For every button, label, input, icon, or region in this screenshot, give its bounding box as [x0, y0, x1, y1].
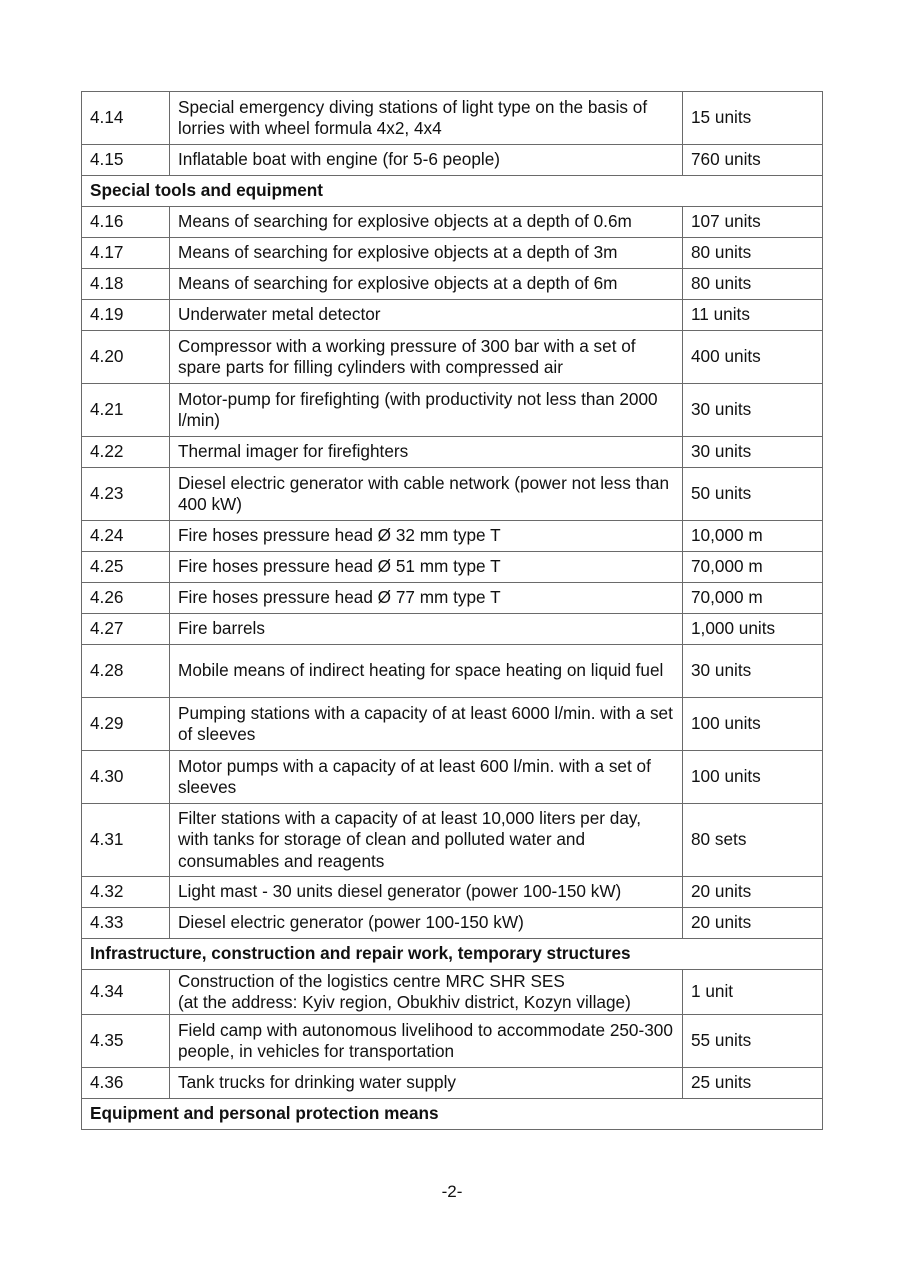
table-row — [82, 269, 823, 300]
item-number: 4.25 — [82, 552, 170, 583]
item-quantity: 400 units — [683, 331, 823, 384]
table-row — [82, 877, 823, 908]
table-row — [82, 583, 823, 614]
item-quantity: 80 sets — [683, 804, 823, 877]
item-quantity: 15 units — [683, 92, 823, 145]
table-row — [82, 300, 823, 331]
item-quantity: 20 units — [683, 877, 823, 908]
table-row — [82, 552, 823, 583]
item-quantity: 107 units — [683, 207, 823, 238]
item-number: 4.30 — [82, 751, 170, 804]
item-number: 4.23 — [82, 468, 170, 521]
item-quantity: 55 units — [683, 1015, 823, 1068]
item-number: 4.35 — [82, 1015, 170, 1068]
item-number: 4.22 — [82, 437, 170, 468]
item-number: 4.17 — [82, 238, 170, 269]
table-row — [82, 145, 823, 176]
table-row — [82, 331, 823, 384]
item-quantity: 11 units — [683, 300, 823, 331]
item-number: 4.15 — [82, 145, 170, 176]
item-description: Special emergency diving stations of light type on the basis of lorries with wheel formula 4x2, 4x4 — [170, 92, 683, 145]
section-header-row — [82, 176, 823, 207]
equipment-table — [81, 91, 823, 1130]
item-number: 4.14 — [82, 92, 170, 145]
item-description: Diesel electric generator (power 100-150 kW) — [170, 908, 683, 939]
item-description: Thermal imager for firefighters — [170, 437, 683, 468]
item-quantity: 25 units — [683, 1068, 823, 1099]
section-title: Equipment and personal protection means — [82, 1099, 823, 1130]
table-row — [82, 908, 823, 939]
item-description: Pumping stations with a capacity of at least 6000 l/min. with a set of sleeves — [170, 698, 683, 751]
item-number: 4.21 — [82, 384, 170, 437]
item-number: 4.26 — [82, 583, 170, 614]
table-row — [82, 437, 823, 468]
table-row — [82, 804, 823, 877]
item-number: 4.29 — [82, 698, 170, 751]
item-number: 4.36 — [82, 1068, 170, 1099]
section-title: Infrastructure, construction and repair work, temporary structures — [82, 939, 823, 970]
item-description: Motor pumps with a capacity of at least 600 l/min. with a set of sleeves — [170, 751, 683, 804]
item-quantity: 100 units — [683, 751, 823, 804]
item-number: 4.19 — [82, 300, 170, 331]
item-description: Diesel electric generator with cable network (power not less than 400 kW) — [170, 468, 683, 521]
item-description: Filter stations with a capacity of at least 10,000 liters per day, with tanks for storage of clean and polluted water and consumables and reagents — [170, 804, 683, 877]
table-row — [82, 92, 823, 145]
item-description: Mobile means of indirect heating for space heating on liquid fuel — [170, 645, 683, 698]
item-quantity: 80 units — [683, 238, 823, 269]
section-header-row — [82, 939, 823, 970]
item-quantity: 30 units — [683, 437, 823, 468]
item-description: Means of searching for explosive objects at a depth of 6m — [170, 269, 683, 300]
section-header-row — [82, 1099, 823, 1130]
item-description: Means of searching for explosive objects at a depth of 3m — [170, 238, 683, 269]
table-row — [82, 614, 823, 645]
table-row — [82, 970, 823, 1015]
item-description: Fire hoses pressure head Ø 77 mm type T — [170, 583, 683, 614]
item-number: 4.24 — [82, 521, 170, 552]
item-description: Field camp with autonomous livelihood to accommodate 250-300 people, in vehicles for transportation — [170, 1015, 683, 1068]
item-description: Compressor with a working pressure of 300 bar with a set of spare parts for filling cylinders with compressed air — [170, 331, 683, 384]
table-row — [82, 238, 823, 269]
table-row — [82, 1015, 823, 1068]
item-description: Light mast - 30 units diesel generator (power 100-150 kW) — [170, 877, 683, 908]
page-number: -2- — [441, 1182, 463, 1201]
item-number: 4.32 — [82, 877, 170, 908]
item-number: 4.28 — [82, 645, 170, 698]
item-description: Inflatable boat with engine (for 5-6 people) — [170, 145, 683, 176]
item-number: 4.20 — [82, 331, 170, 384]
item-quantity: 50 units — [683, 468, 823, 521]
item-description: Underwater metal detector — [170, 300, 683, 331]
table-row — [82, 751, 823, 804]
table-row — [82, 468, 823, 521]
item-number: 4.31 — [82, 804, 170, 877]
table-row — [82, 384, 823, 437]
item-quantity: 80 units — [683, 269, 823, 300]
item-description: Fire hoses pressure head Ø 51 mm type T — [170, 552, 683, 583]
item-number: 4.33 — [82, 908, 170, 939]
item-quantity: 30 units — [683, 645, 823, 698]
item-description: Motor-pump for firefighting (with productivity not less than 2000 l/min) — [170, 384, 683, 437]
item-number: 4.34 — [82, 970, 170, 1015]
item-quantity: 70,000 m — [683, 552, 823, 583]
item-quantity: 100 units — [683, 698, 823, 751]
item-number: 4.16 — [82, 207, 170, 238]
item-description: Construction of the logistics centre MRC SHR SES (at the address: Kyiv region, Obukhiv district, Kozyn village) — [170, 970, 683, 1015]
table-row — [82, 645, 823, 698]
item-number: 4.18 — [82, 269, 170, 300]
equipment-table-body — [82, 92, 823, 1130]
item-quantity: 30 units — [683, 384, 823, 437]
section-title: Special tools and equipment — [82, 176, 823, 207]
item-description: Fire barrels — [170, 614, 683, 645]
item-description: Tank trucks for drinking water supply — [170, 1068, 683, 1099]
item-quantity: 760 units — [683, 145, 823, 176]
item-quantity: 70,000 m — [683, 583, 823, 614]
item-quantity: 1,000 units — [683, 614, 823, 645]
item-quantity: 20 units — [683, 908, 823, 939]
table-row — [82, 698, 823, 751]
item-description: Fire hoses pressure head Ø 32 mm type T — [170, 521, 683, 552]
item-quantity: 1 unit — [683, 970, 823, 1015]
item-number: 4.27 — [82, 614, 170, 645]
table-row — [82, 1068, 823, 1099]
table-row — [82, 207, 823, 238]
item-quantity: 10,000 m — [683, 521, 823, 552]
table-row — [82, 521, 823, 552]
item-description: Means of searching for explosive objects at a depth of 0.6m — [170, 207, 683, 238]
